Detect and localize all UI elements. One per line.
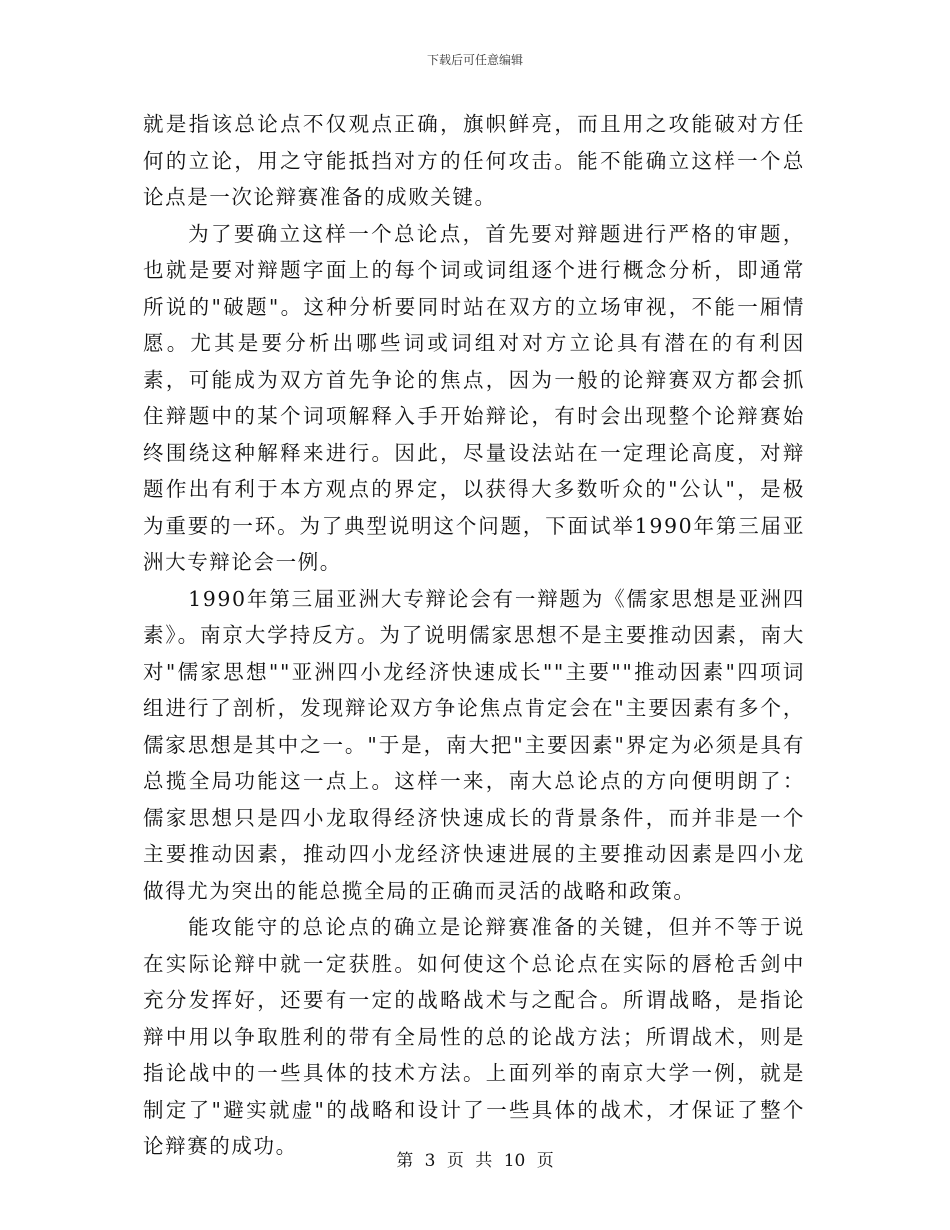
paragraph-continuation: 就是指该总论点不仅观点正确，旗帜鲜亮，而且用之攻能破对方任何的立论，用之守能抵挡对方的任何攻击。能不能确立这样一个总论点是一次论辩赛准备的成败关键。 [143,112,805,209]
page-header: 下载后可任意编辑 [426,53,523,67]
paragraph: 能攻能守的总论点的确立是论辩赛准备的关键，但并不等于说在实际论辩中就一定获胜。如何使这个总论点在实际的唇枪舌剑中充分发挥好，还要有一定的战略战术与之配合。所谓战略，是指论辩中用以争取胜利的带有全局性的总的论战方法；所谓战术，则是指论战中的一些具体的技术方法。上面列举的南京大学一例，就是制定了"避实就虚"的战略和设计了一些具体的战术，才保证了整个论辩赛的成功。 [143,915,805,1158]
paragraph: 1990年第三届亚洲大专辩论会有一辩题为《儒家思想是亚洲四素》。南京大学持反方。为了说明儒家思想不是主要推动因素，南大对"儒家思想""亚洲四小龙经济快速成长""主要""推动因素"四项词组进行了剖析，发现辩论双方争论焦点肯定会在"主要因素有多个，儒家思想是其中之一。"于是，南大把"主要因素"界定为必须是具有总揽全局功能这一点上。这样一来，南大总论点的方向便明朗了：儒家思想只是四小龙取得经济快速成长的背景条件，而并非是一个主要推动因素，推动四小龙经济快速进展的主要推动因素是四小龙做得尤为突出的能总揽全局的正确而灵活的战略和政策。 [143,586,805,903]
document-body [143,106,805,1165]
page-number-footer: 第 3 页 共 10 页 [396,1151,554,1171]
paragraph: 为了要确立这样一个总论点，首先要对辩题进行严格的审题，也就是要对辩题字面上的每个词或词组逐个进行概念分析，即通常所说的"破题"。这种分析要同时站在双方的立场审视，不能一厢情愿。尤其是要分析出哪些词或词组对对方立论具有潜在的有利因素，可能成为双方首先争论的焦点，因为一般的论辩赛双方都会抓住辩题中的某个词项解释入手开始辩论，有时会出现整个论辩赛始终围绕这种解释来进行。因此，尽量设法站在一定理论高度，对辩题作出有利于本方观点的界定，以获得大多数听众的"公认"，是极为重要的一环。为了典型说明这个问题，下面试举1990年第三届亚洲大专辩论会一例。 [143,221,805,574]
